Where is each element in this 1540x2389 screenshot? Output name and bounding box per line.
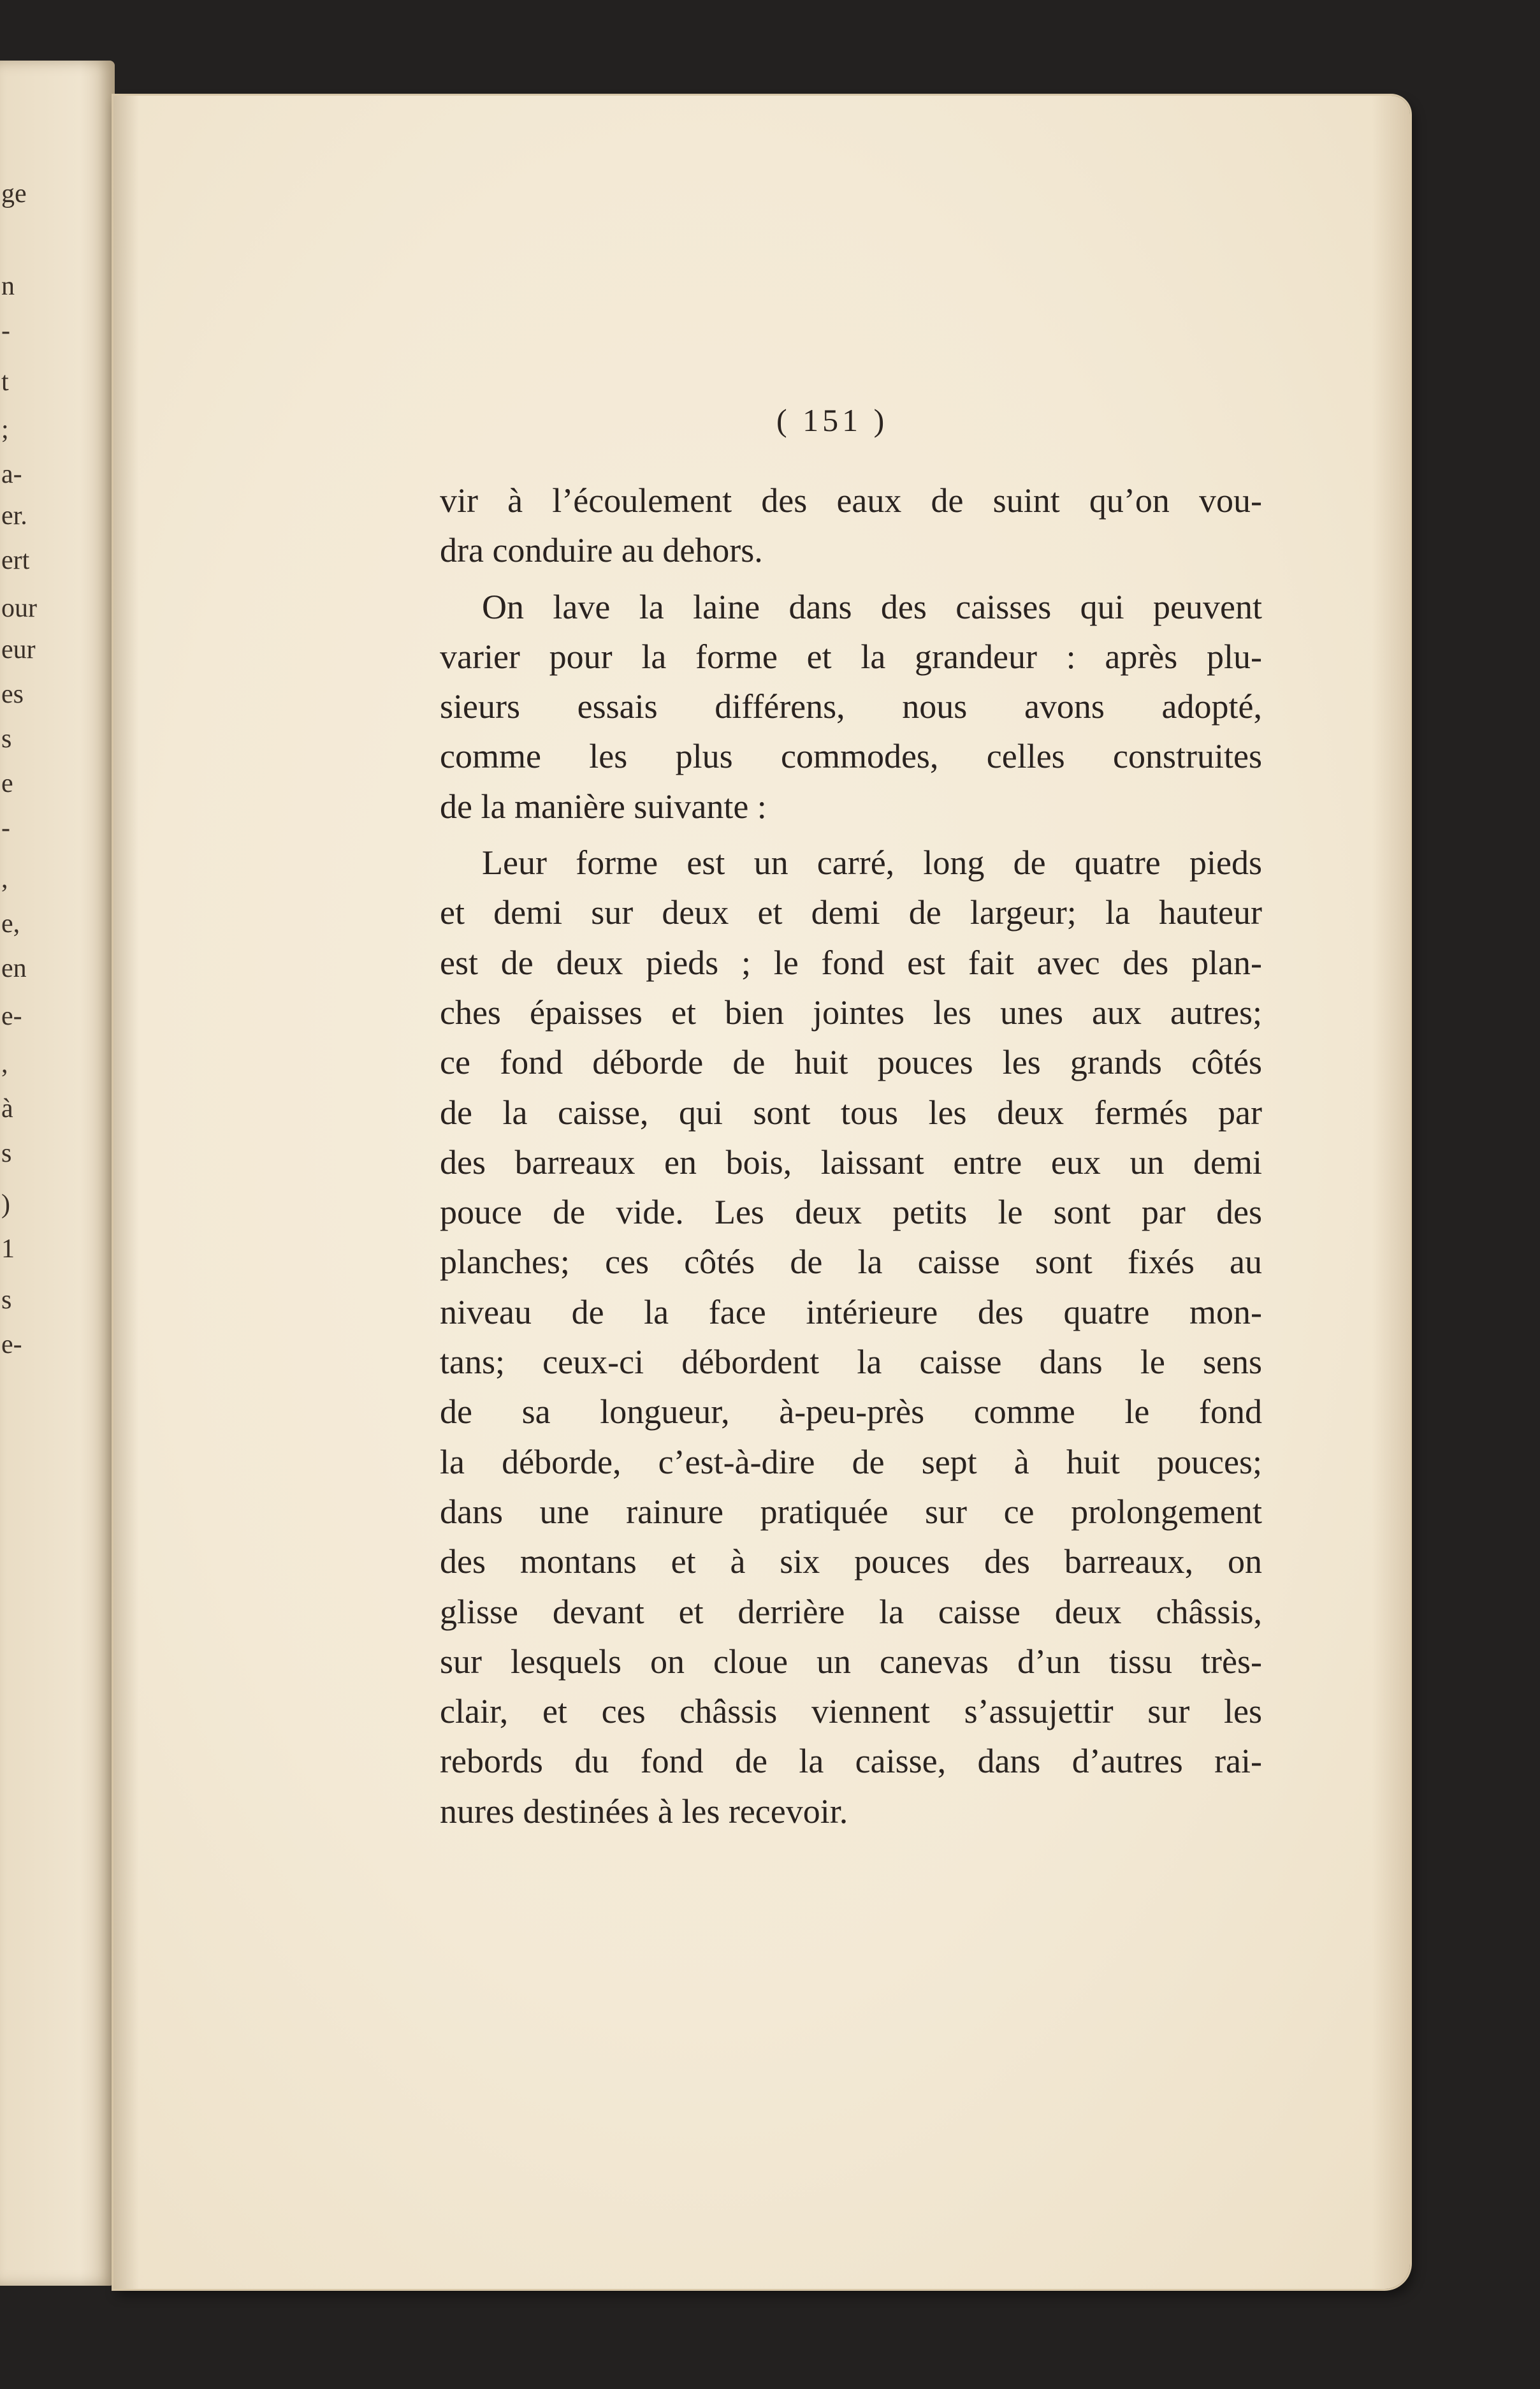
- left-page-fragment: ): [1, 1190, 10, 1219]
- body-text: [440, 476, 1262, 1836]
- text-line: dans une rainure pratiquée sur ce prolongement: [440, 1492, 1262, 1531]
- left-page-fragment: ;: [1, 415, 9, 444]
- text-line: glisse devant et derrière la caisse deux châssis,: [440, 1592, 1262, 1631]
- text-line: et demi sur deux et demi de largeur; la hauteur: [440, 893, 1262, 932]
- text-line: sur lesquels on cloue un canevas d’un tissu très-: [440, 1642, 1262, 1681]
- text-line: de sa longueur, à-peu-près comme le fond: [440, 1392, 1262, 1431]
- left-page-fragment: e-: [1, 1330, 22, 1359]
- text-line: ches épaisses et bien jointes les unes aux autres;: [440, 993, 1262, 1032]
- paragraph: [440, 582, 1262, 831]
- paragraph: [440, 476, 1262, 576]
- text-line: niveau de la face intérieure des quatre mon-: [440, 1292, 1262, 1331]
- text-line: des barreaux en bois, laissant entre eux un demi: [440, 1143, 1262, 1181]
- text-line: de la manière suivante :: [440, 787, 767, 826]
- left-page-fragment: our: [1, 594, 37, 623]
- text-line: comme les plus commodes, celles construites: [440, 737, 1262, 776]
- text-line: sieurs essais différens, nous avons adopté,: [440, 687, 1262, 726]
- text-line: pouce de vide. Les deux petits le sont par des: [440, 1193, 1262, 1232]
- left-page-fragment: es: [1, 680, 24, 709]
- left-page-fragment: s: [1, 1139, 12, 1168]
- left-page-fragment: à: [1, 1094, 13, 1123]
- text-line: Leur forme est un carré, long de quatre pieds: [482, 844, 1262, 882]
- left-facing-page: [0, 61, 115, 2286]
- left-page-fragment: e-: [1, 1002, 22, 1031]
- left-page-text-fragments: [0, 61, 115, 2286]
- left-page-fragment: s: [1, 1285, 12, 1315]
- text-line: ce fond déborde de huit pouces les grands côtés: [440, 1043, 1262, 1082]
- left-page-fragment: eur: [1, 635, 36, 664]
- paragraph: [440, 838, 1262, 1836]
- gutter-shadow: [113, 96, 139, 2289]
- text-line: varier pour la forme et la grandeur : après plu-: [440, 637, 1262, 676]
- text-line: On lave la laine dans des caisses qui peuvent: [482, 587, 1262, 626]
- page-number: ( 151 ): [776, 402, 889, 438]
- left-page-fragment: e: [1, 769, 13, 798]
- left-page-fragment: s: [1, 724, 12, 754]
- left-page-fragment: er.: [1, 501, 27, 530]
- text-line: rebords du fond de la caisse, dans d’autres rai-: [440, 1742, 1262, 1781]
- text-line: nures destinées à les recevoir.: [440, 1792, 848, 1830]
- left-page-fragment: ge: [1, 179, 27, 208]
- left-page-fragment: ,: [1, 865, 8, 894]
- text-line: est de deux pieds ; le fond est fait avec des plan-: [440, 943, 1262, 982]
- book-page: [113, 96, 1410, 2289]
- text-line: clair, et ces châssis viennent s’assujettir sur les: [440, 1692, 1262, 1731]
- text-line: dra conduire au dehors.: [440, 531, 763, 570]
- text-line: de la caisse, qui sont tous les deux fermés par: [440, 1093, 1262, 1132]
- left-page-fragment: 1: [1, 1234, 15, 1264]
- left-page-fragment: ert: [1, 546, 30, 575]
- left-page-fragment: a-: [1, 460, 22, 489]
- left-page-fragment: -: [1, 814, 10, 843]
- text-line: planches; ces côtés de la caisse sont fixés au: [440, 1243, 1262, 1282]
- text-line: la déborde, c’est-à-dire de sept à huit pouces;: [440, 1442, 1262, 1481]
- left-page-fragment: en: [1, 954, 27, 983]
- left-page-fragment: -: [1, 316, 10, 346]
- text-line: vir à l’écoulement des eaux de suint qu’on vou-: [440, 481, 1262, 520]
- left-page-fragment: n: [1, 272, 15, 301]
- text-line: tans; ceux-ci débordent la caisse dans le sens: [440, 1343, 1262, 1382]
- text-line: des montans et à six pouces des barreaux, on: [440, 1542, 1262, 1581]
- left-page-fragment: e,: [1, 909, 20, 939]
- page-edge: [1372, 96, 1410, 2289]
- left-page-fragment: t: [1, 367, 9, 397]
- left-page-fragment: ,: [1, 1049, 8, 1079]
